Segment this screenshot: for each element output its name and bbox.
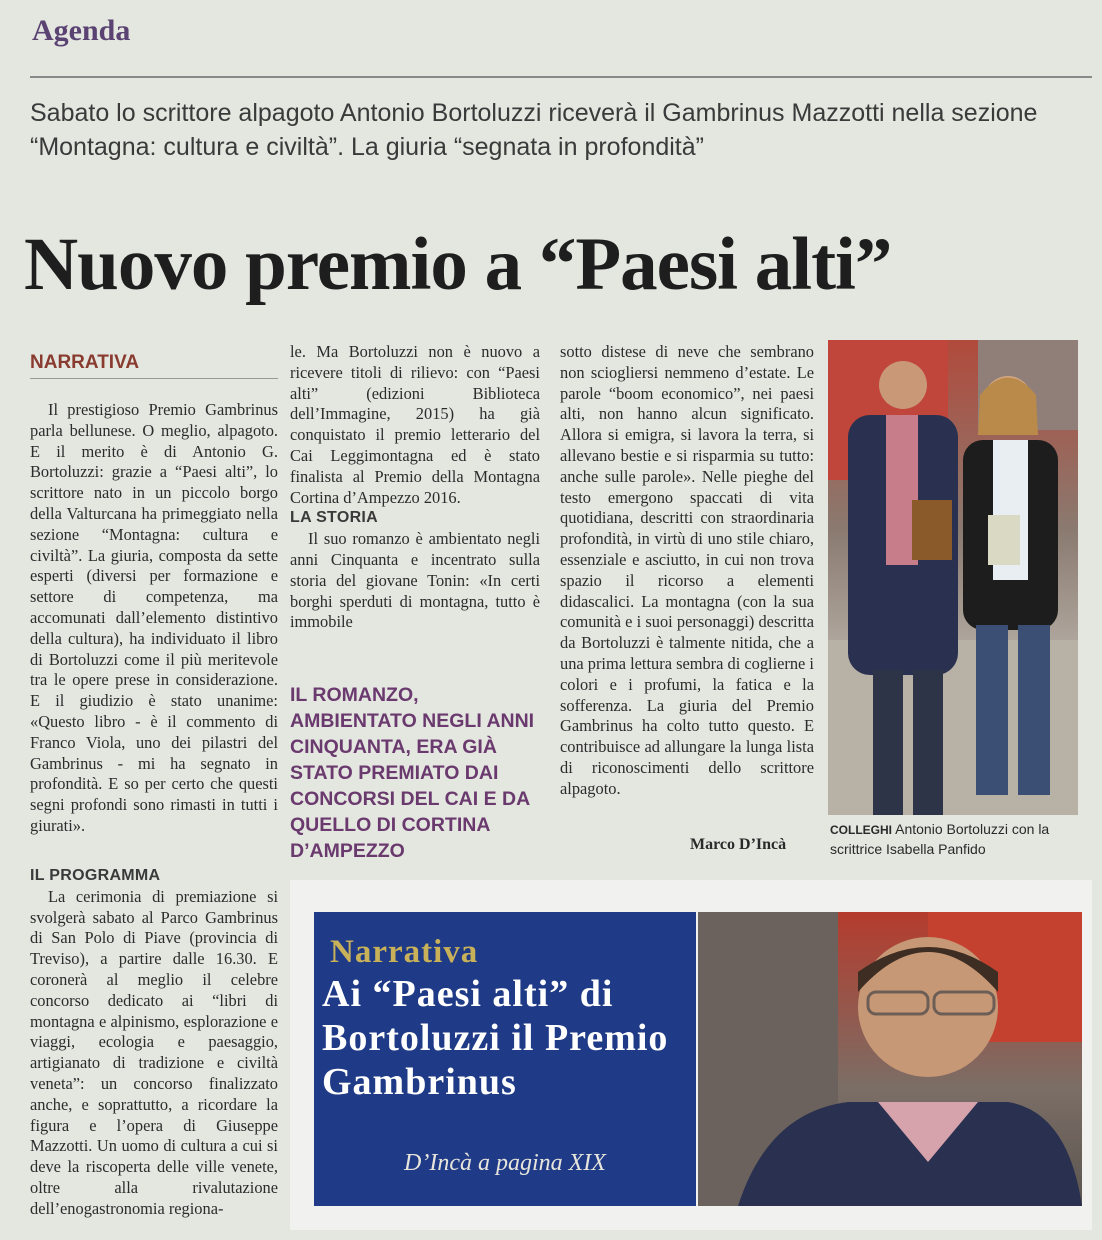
promo-portrait-illustration <box>698 912 1082 1206</box>
top-rule <box>30 76 1092 78</box>
headline: Nuovo premio a “Paesi alti” <box>24 223 892 306</box>
article-column-1 <box>30 400 278 837</box>
promo-page-reference: D’Incà a pagina XIX <box>404 1150 606 1176</box>
column-2-paragraph: le. Ma Bortoluzzi non è nuovo a ricevere titoli di rilievo: con “Paesi alti” (edizioni Biblioteca dell’Immagine, 2015) ha già conquistato il premio letterario del Cai Leggimontagna ed è stato finalista al Premio della Montagna Cortina d’Ampezzo 2016. <box>290 342 540 507</box>
kicker-narrativa: NARRATIVA <box>30 352 278 379</box>
article-column-1-programma <box>30 866 278 1220</box>
photo-caption <box>830 820 1090 859</box>
kicker-storia: LA STORIA <box>290 509 379 527</box>
pull-quote: IL ROMANZO, AMBIENTATO NEGLI ANNI CINQUANTA, ERA GIÀ STATO PREMIATO DAI CONCORSI DEL CAI E DA QUELLO DI CORTINA D’AMPEZZO <box>290 684 535 862</box>
caption-kicker: COLLEGHI <box>830 823 892 837</box>
section-label: Agenda <box>32 14 131 47</box>
promo-title: Ai “Paesi alti” di Bortoluzzi il Premio Gambrinus <box>322 973 669 1103</box>
kicker-programma: IL PROGRAMMA <box>30 867 161 884</box>
storia-paragraph: Il suo romanzo è ambientato negli anni Cinquanta e incentrato sulla storia del giovane Tonin: «In certi borghi sperduti di montagna, tutto è immobile <box>290 529 540 632</box>
caption-text: Antonio Bortoluzzi con la scrittrice Isabella Panfido <box>830 821 1050 857</box>
promo-kicker: Narrativa <box>330 934 479 970</box>
photo-illustration <box>828 340 1078 815</box>
programma-paragraph: La cerimonia di premiazione si svolgerà sabato al Parco Gambrinus di San Polo di Piave (provincia di Treviso), a partire dalle 16.30. E coronerà al meglio il celebre concorso dedicato ai “libri di montagna e alpinismo, esplorazione e viaggi, ecologia e paesaggio, artigianato di tradizione e civiltà veneta”: un concorso finalizzato anche, e soprattutto, a ricordare la figura e l’opera di Giuseppe Mazzotti. Un uomo di cultura a cui si deve la riscoperta delle ville venete, oltre alla rivalutazione dell’enogastronomia regiona- <box>30 886 278 1218</box>
article-column-3 <box>560 342 814 800</box>
article-column-2 <box>290 342 540 633</box>
promo-photo <box>698 912 1082 1206</box>
article-photo <box>828 340 1078 815</box>
column-3-paragraph: sotto distese di neve che sembrano non sciogliersi nemmeno d’estate. Le parole “boom economico”, nei paesi alti, non hanno alcun significato. Allora si emigra, si lavora la terra, si allevano bestie e si risparmia su tutto: anche sulle parole». Nelle pieghe del testo emergono spaccati di vita quotidiana, descritti con straordinaria profondità, in virtù di uno stile chiaro, essenziale e asciutto, in cui non trova spazio il ricorso a elementi didascalici. La montagna (con la sua comunità e i suoi personaggi) descritta da Bortoluzzi è talmente nitida, che a una prima lettura sembra di coglierne i colori e i profumi, la fatica e la sofferenza. La giuria del Premio Gambrinus ha colto tutto questo. E contribuisce ad allungare la lunga lista di riconoscimenti dello scrittore alpagoto. <box>560 342 814 798</box>
byline: Marco D’Incà <box>690 836 787 853</box>
column-1-paragraph: Il prestigioso Premio Gambrinus parla bellunese. O meglio, alpagoto. E il merito è di Antonio G. Bortoluzzi: grazie a “Paesi alti”, lo scrittore nato in un piccolo borgo della Valturcana ha primeggiato nella sezione “Montagna: cultura e civiltà”. La giuria, composta da sette esperti (diversi per formazione e settore di competenza, ma accomunati dall’elemento distintivo della cultura), ha individuato il libro di Bortoluzzi come il più meritevole tra le opere prese in considerazione. E il giudizio è stato unanime: «Questo libro - è il commento di Franco Viola, uno dei pilastri del Gambrinus - mi ha segnato in profondità. E so per certo che questi segni profondi sono rimasti in tutti i giurati». <box>30 400 278 835</box>
subheadline: Sabato lo scrittore alpagoto Antonio Bortoluzzi riceverà il Gambrinus Mazzotti nella sezione “Montagna: cultura e civiltà”. La giuria “segnata in profondità” <box>30 99 1038 161</box>
